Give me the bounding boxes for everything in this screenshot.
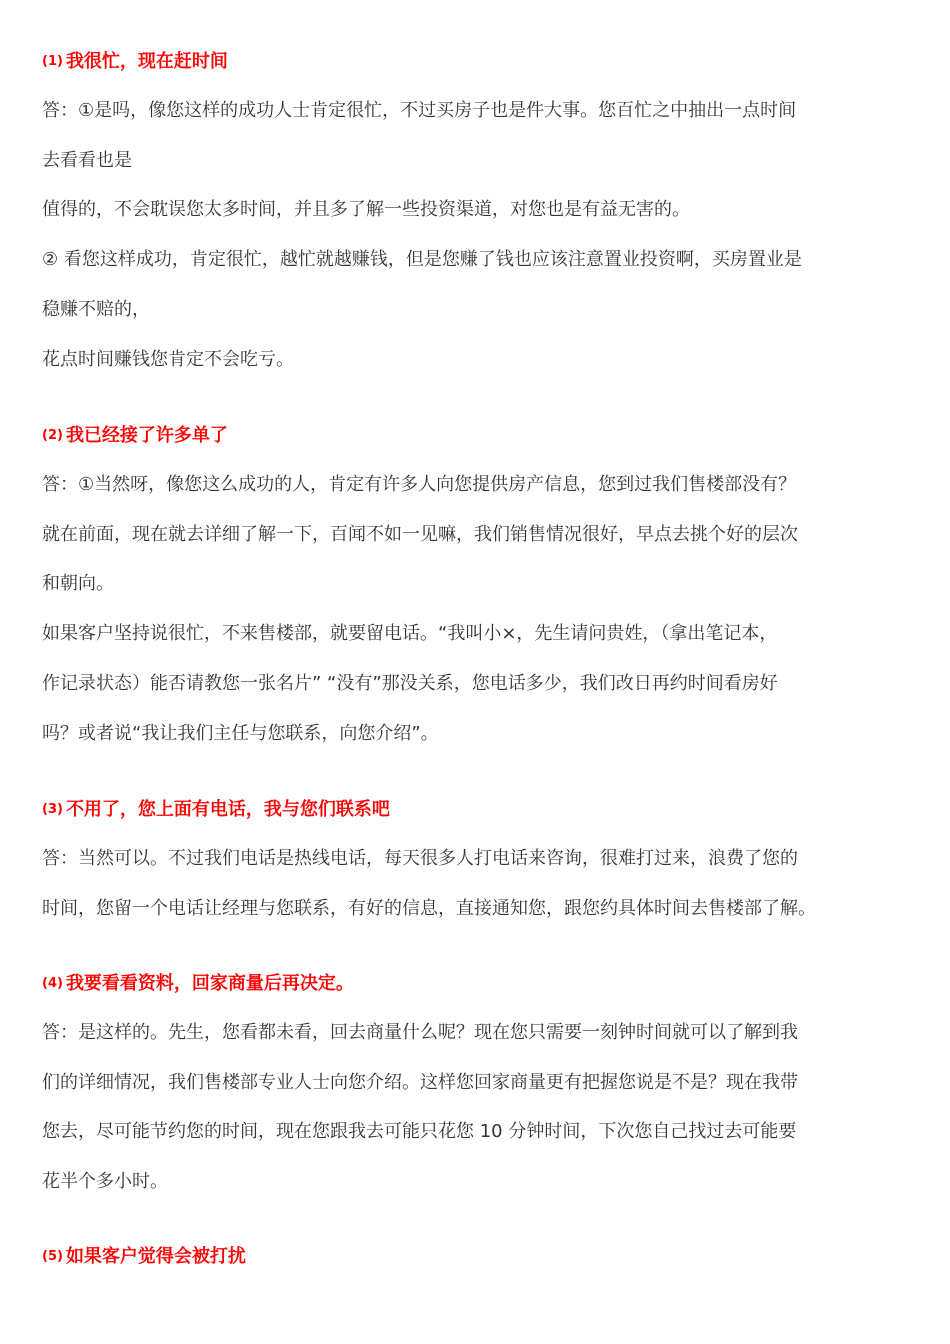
faq-section-2 <box>42 422 892 758</box>
answer-line: 作记录状态）能否请教您一张名片” “没有”那没关系，您电话多少，我们改日再约时间看房好 <box>42 672 778 694</box>
section-number: (1) <box>42 54 63 69</box>
section-number: (5) <box>42 1249 63 1264</box>
section-heading <box>42 970 892 998</box>
answer-block <box>42 1008 892 1207</box>
section-number: (3) <box>42 802 63 817</box>
answer-line: 时间，您留一个电话让经理与您联系，有好的信息，直接通知您，跟您约具体时间去售楼部了解。 <box>42 897 816 919</box>
answer-line: 答：当然可以。不过我们电话是热线电话，每天很多人打电话来咨询，很难打过来，浪费了您的 <box>42 848 798 869</box>
answer-line: 花点时间赚钱您肯定不会吃亏。 <box>42 348 294 370</box>
answer-line: 您去，尽可能节约您的时间，现在您跟我去可能只花您 10 分钟时间，下次您自己找过去可能要 <box>42 1121 797 1143</box>
answer-block <box>42 460 892 758</box>
answer-line: 花半个多小时。 <box>42 1171 168 1193</box>
faq-section-5 <box>42 1243 892 1271</box>
faq-section-1 <box>42 48 892 384</box>
answer-block <box>42 834 892 933</box>
answer-line: 稳赚不赔的， <box>42 298 150 320</box>
answer-line: 就在前面，现在就去详细了解一下，百闻不如一见嘛，我们销售情况很好，早点去挑个好的层次 <box>42 523 798 545</box>
section-heading <box>42 48 892 76</box>
answer-block <box>42 86 892 384</box>
answer-line: 答：①当然呀，像您这么成功的人，肯定有许多人向您提供房产信息，您到过我们售楼部没有？ <box>42 474 797 495</box>
section-title: 我已经接了许多单了 <box>65 425 228 446</box>
answer-line: 吗？或者说“我让我们主任与您联系，向您介绍”。 <box>42 722 439 744</box>
faq-section-4 <box>42 970 892 1207</box>
section-heading <box>42 1243 892 1271</box>
section-heading <box>42 796 892 824</box>
section-number: (2) <box>42 428 63 443</box>
answer-line: 答：①是吗，像您这样的成功人士肯定很忙，不过买房子也是件大事。您百忙之中抽出一点时间 <box>42 100 797 121</box>
answer-line: 和朝向。 <box>42 573 114 595</box>
answer-line: ② 看您这样成功，肯定很忙，越忙就越赚钱，但是您赚了钱也应该注意置业投资啊，买房置业是 <box>42 249 802 271</box>
answer-line: 答：是这样的。先生，您看都未看，回去商量什么呢？现在您只需要一刻钟时间就可以了解到我 <box>42 1022 798 1043</box>
answer-line: 们的详细情况，我们售楼部专业人士向您介绍。这样您回家商量更有把握您说是不是？现在我带 <box>42 1071 798 1093</box>
section-heading <box>42 422 892 450</box>
answer-line: 值得的，不会耽误您太多时间，并且多了解一些投资渠道，对您也是有益无害的。 <box>42 199 690 221</box>
section-title: 不用了，您上面有电话，我与您们联系吧 <box>65 799 390 820</box>
faq-section-3 <box>42 796 892 933</box>
section-title: 我要看看资料，回家商量后再决定。 <box>65 973 354 994</box>
answer-line: 去看看也是 <box>42 149 132 171</box>
section-title: 如果客户觉得会被打扰 <box>65 1246 246 1267</box>
section-title: 我很忙，现在赶时间 <box>65 51 228 72</box>
answer-line: 如果客户坚持说很忙，不来售楼部，就要留电话。“我叫小×，先生请问贵姓，（拿出笔记本， <box>42 623 778 645</box>
section-number: (4) <box>42 976 63 991</box>
